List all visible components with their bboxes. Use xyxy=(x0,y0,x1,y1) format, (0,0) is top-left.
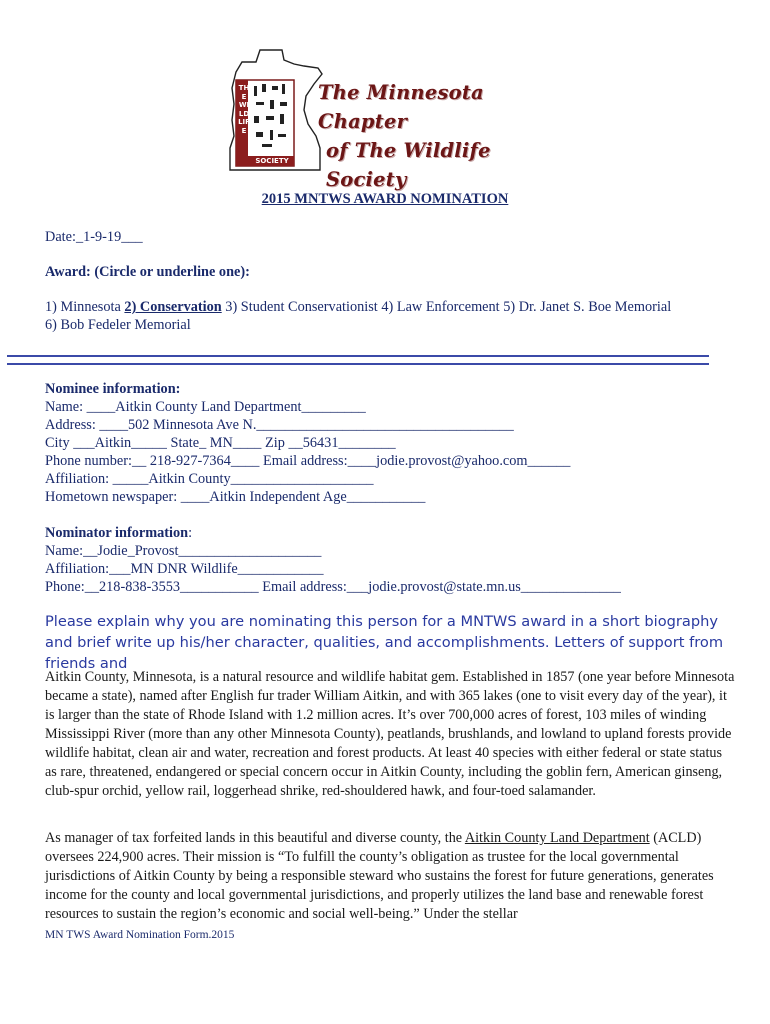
section-divider xyxy=(7,355,709,365)
form-title: 2015 MNTWS AWARD NOMINATION xyxy=(261,191,509,207)
award-selected: 2) Conservation xyxy=(124,299,222,315)
logo-title-line2: of The Wildlife Society xyxy=(326,139,491,191)
nominee-address: Address: ____502 Minnesota Ave N.____________________________________ xyxy=(45,417,514,433)
mntws-logo xyxy=(222,44,552,191)
date-field: Date:_1-9-19___ xyxy=(45,229,143,245)
nominator-heading xyxy=(45,524,192,542)
nominee-city: City ___Aitkin_____ State_ MN____ Zip __56431________ xyxy=(45,435,396,451)
nominee-heading: Nominee information: xyxy=(45,381,181,397)
nominator-phone: Phone:__218-838-3553___________ Email address:___jodie.provost@state.mn.us______________ xyxy=(45,579,621,595)
award-heading: Award: (Circle or underline one): xyxy=(45,264,250,280)
nominator-heading-colon: : xyxy=(188,525,193,541)
logo-society-label: SOCIETY xyxy=(255,157,289,165)
body-paragraph-2-post: (ACLD) oversees 224,900 acres. Their mission is “To fulfill the county’s obligation as trustee for the local governmental jurisdictions of Aitkin County by being a responsible steward who sustains the forest for future generations, generates income for the county and local governmental jurisdictions, and properly utilizes the land base and renewable forest resources to sustain the region’s economic and social well-being.” Under the stellar xyxy=(45,830,714,922)
award-options-line2: 6) Bob Fedeler Memorial xyxy=(45,317,191,333)
award-options xyxy=(45,298,671,316)
nominator-affiliation: Affiliation:___MN DNR Wildlife____________ xyxy=(45,561,324,577)
award-options-post: 3) Student Conservationist 4) Law Enforcement 5) Dr. Janet S. Boe Memorial xyxy=(221,299,672,315)
instructions-text: Please explain why you are nominating this person for a MNTWS award in a short biography and brief write up his/her character, qualities, and accomplishments. Letters of support from friends and xyxy=(45,613,724,672)
nominator-name: Name:__Jodie_Provost____________________ xyxy=(45,543,322,559)
logo-vertical-text: THE WILDLIFE xyxy=(238,84,250,135)
award-options-pre: 1) Minnesota xyxy=(45,299,125,315)
aitkin-land-dept-link: Aitkin County Land Department xyxy=(464,830,650,846)
nominator-heading-text: Nominator information xyxy=(45,525,189,541)
logo-title xyxy=(318,78,558,194)
nominee-phone: Phone number:__ 218-927-7364____ Email address:____jodie.provost@yahoo.com______ xyxy=(45,453,571,469)
logo-title-line1: The Minnesota Chapter xyxy=(318,81,484,133)
nominee-name: Name: ____Aitkin County Land Department_________ xyxy=(45,399,366,415)
page-footer: MN TWS Award Nomination Form.2015 xyxy=(45,929,235,941)
nominee-newspaper: Hometown newspaper: ____Aitkin Independent Age___________ xyxy=(45,489,426,505)
body-paragraph-2-pre: As manager of tax forfeited lands in this beautiful and diverse county, the xyxy=(45,830,465,846)
nominee-affiliation: Affiliation: _____Aitkin County____________________ xyxy=(45,471,374,487)
body-paragraph-1: Aitkin County, Minnesota, is a natural resource and wildlife habitat gem. Established in 1857 (one year before Minnesota became a state), named after English fur trader William Aitkin, and with 365 lakes (one to visit every day of the year), it is larger than the state of Rhode Island with 1.2 million acres. It’s over 700,000 acres of forest, 103 miles of winding Mississippi River (more than any other Minnesota County), peatlands, brushlands, and lowland to upland forests provide wildlife habitat, clean air and water, recreation and forest products. At least 40 species with either federal or state status as rare, threatened, endangered or special concern occur in Aitkin County, including the goblin fern, American ginseng, club-spur orchid, yellow rail, loggerhead shrike, red-shouldered hawk, and four-toed salamander. xyxy=(45,669,735,799)
body-paragraph-2 xyxy=(45,829,735,924)
